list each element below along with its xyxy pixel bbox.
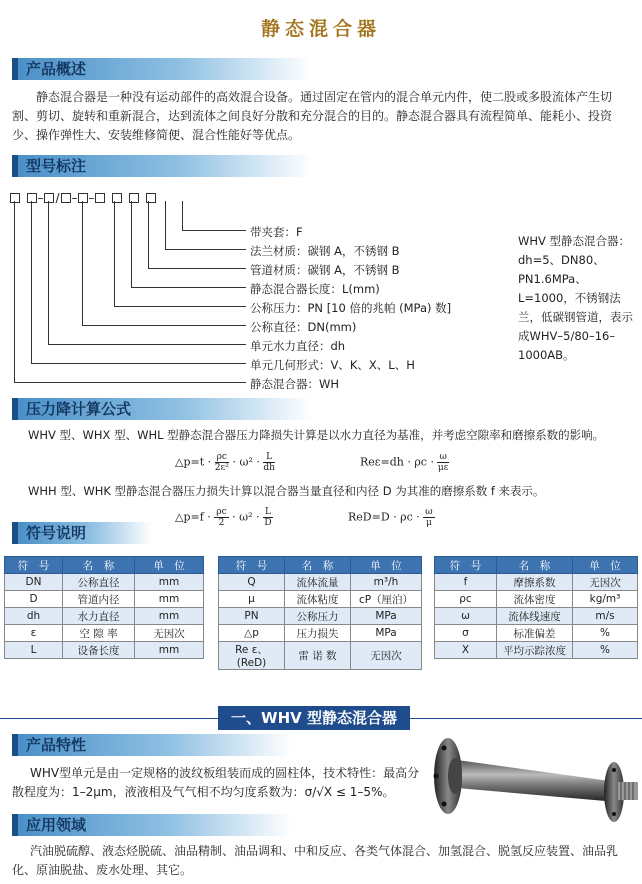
formula-1: △p=t · $\frac{\rho c}{\text{2ε²}}$ · ω² · $\frac{L}{dh}$ bbox=[175, 452, 275, 473]
features-text: WHV型单元是由一定规格的波纹板组装而成的圆柱体，技术特性：最高分散程度为：1–2μm，液液相及气气相不均匀度系数为：σ/√X ≤ 1–5%。 bbox=[12, 766, 420, 799]
model-label-pipe: 管道材质：碳钢 A，不锈钢 B bbox=[250, 263, 400, 277]
model-label-length: 静态混合器长度：L(mm) bbox=[250, 282, 380, 296]
symbols-table-2: 符 号 名 称 单 位 Q 流体流量 m³/h μ 流体粘度 cP（厘泊） PN 公称压力 MPa △p 压力损失 MPa Re ε、(ReD) 雷 诺 数 无因次 bbox=[218, 556, 422, 670]
model-label-jacket: 带夹套：F bbox=[250, 225, 303, 239]
section-features-heading: 产品特性 bbox=[12, 734, 292, 756]
section-model-heading: 型号标注 bbox=[12, 155, 312, 177]
table-row: ω 流体线速度 m/s bbox=[435, 608, 638, 625]
overview-text: 静态混合器是一种没有运动部件的高效混合设备。通过固定在管内的混合单元内件，使二股或多股流体产生切割、剪切、旋转和重新混合，达到流体之间良好分散和充分混合的目的。静态混合器具有流程简单、能耗小、投资少、操作弹性大、安装维修简便、混合性能好等优点。 bbox=[12, 90, 613, 142]
table-row: D 管道内径 mm bbox=[5, 591, 204, 608]
table-row: Q 流体流量 m³/h bbox=[219, 574, 422, 591]
table-row: ε 空 隙 率 无因次 bbox=[5, 625, 204, 642]
model-label-geometry: 单元几何形式：V、K、X、L、H bbox=[250, 358, 415, 372]
section-symbols-heading: 符号说明 bbox=[12, 522, 152, 544]
model-label-diameter: 公称直径：DN(mm) bbox=[250, 320, 357, 334]
formula-4: ReD=D · ρc · $\frac{\omega}{\mu}$ bbox=[348, 507, 433, 528]
model-label-wh: 静态混合器：WH bbox=[250, 377, 340, 391]
section-pressure-heading: 压力降计算公式 bbox=[12, 398, 312, 420]
symbols-table-3: 符 号 名 称 单 位 f 摩擦系数 无因次 ρc 流体密度 kg/m³ ω 流体线速度 m/s σ 标准偏差 % X 平均示踪浓度 % bbox=[434, 556, 638, 659]
table-row: ρc 流体密度 kg/m³ bbox=[435, 591, 638, 608]
section-application-heading: 应用领域 bbox=[12, 814, 292, 836]
model-example: WHV 型静态混合器：dh=5、DN80、PN1.6MPa、L=1000，不锈钢法兰，低碳钢管道，表示成WHV–5/80–16–1000AB。 bbox=[518, 234, 633, 362]
model-label-dh: 单元水力直径：dh bbox=[250, 339, 346, 353]
section-banner-whv: 一、WHV 型静态混合器 bbox=[218, 706, 410, 730]
table-row: f 摩擦系数 无因次 bbox=[435, 574, 638, 591]
model-label-pressure: 公称压力：PN [10 倍的兆帕 (MPa) 数] bbox=[250, 301, 452, 315]
table-row: DN 公称直径 mm bbox=[5, 574, 204, 591]
page-title: 静态混合器 bbox=[260, 18, 381, 40]
table-row: Re ε、(ReD) 雷 诺 数 无因次 bbox=[219, 642, 422, 670]
section-overview-heading: 产品概述 bbox=[12, 58, 312, 80]
formula-2: Reε=dh · ρc · $\frac{\omega}{\mu\varepsilon}$ bbox=[360, 452, 449, 473]
symbols-table-1: 符 号 名 称 单 位 DN 公称直径 mm D 管道内径 mm dh 水力直径 mm ε 空 隙 率 无因次 L 设备长度 mm bbox=[4, 556, 204, 659]
model-label-flange: 法兰材质：碳钢 A，不锈钢 B bbox=[250, 244, 400, 258]
table-row: X 平均示踪浓度 % bbox=[435, 642, 638, 659]
table-row: σ 标准偏差 % bbox=[435, 625, 638, 642]
table-row: △p 压力损失 MPa bbox=[219, 625, 422, 642]
application-text: 汽油脱硫醇、液态烃脱硫、油品精制、油品调和、中和反应、各类气体混合、加氢混合、脱氢反应装置、油品乳化、原油脱盐、废水处理、其它。 bbox=[12, 844, 619, 877]
table-row: PN 公称压力 MPa bbox=[219, 608, 422, 625]
pressure-text-2: WHH 型、WHK 型静态混合器压力损失计算以混合器当量直径和内径 D 为其准的磨擦系数 f 来表示。 bbox=[28, 484, 545, 498]
pressure-text-1: WHV 型、WHX 型、WHL 型静态混合器压力降损失计算是以水力直径为基准，并考虑空隙率和磨擦系数的影响。 bbox=[28, 428, 605, 442]
model-code-boxes: – / – – bbox=[10, 190, 156, 205]
table-row: L 设备长度 mm bbox=[5, 642, 204, 659]
table-row: dh 水力直径 mm bbox=[5, 608, 204, 625]
formula-3: △p=f · $\frac{\rho c}{2}$ · ω² · $\frac{L}{D}$ bbox=[175, 507, 272, 528]
static-mixer-image bbox=[422, 730, 640, 830]
table-row: μ 流体粘度 cP（厘泊） bbox=[219, 591, 422, 608]
